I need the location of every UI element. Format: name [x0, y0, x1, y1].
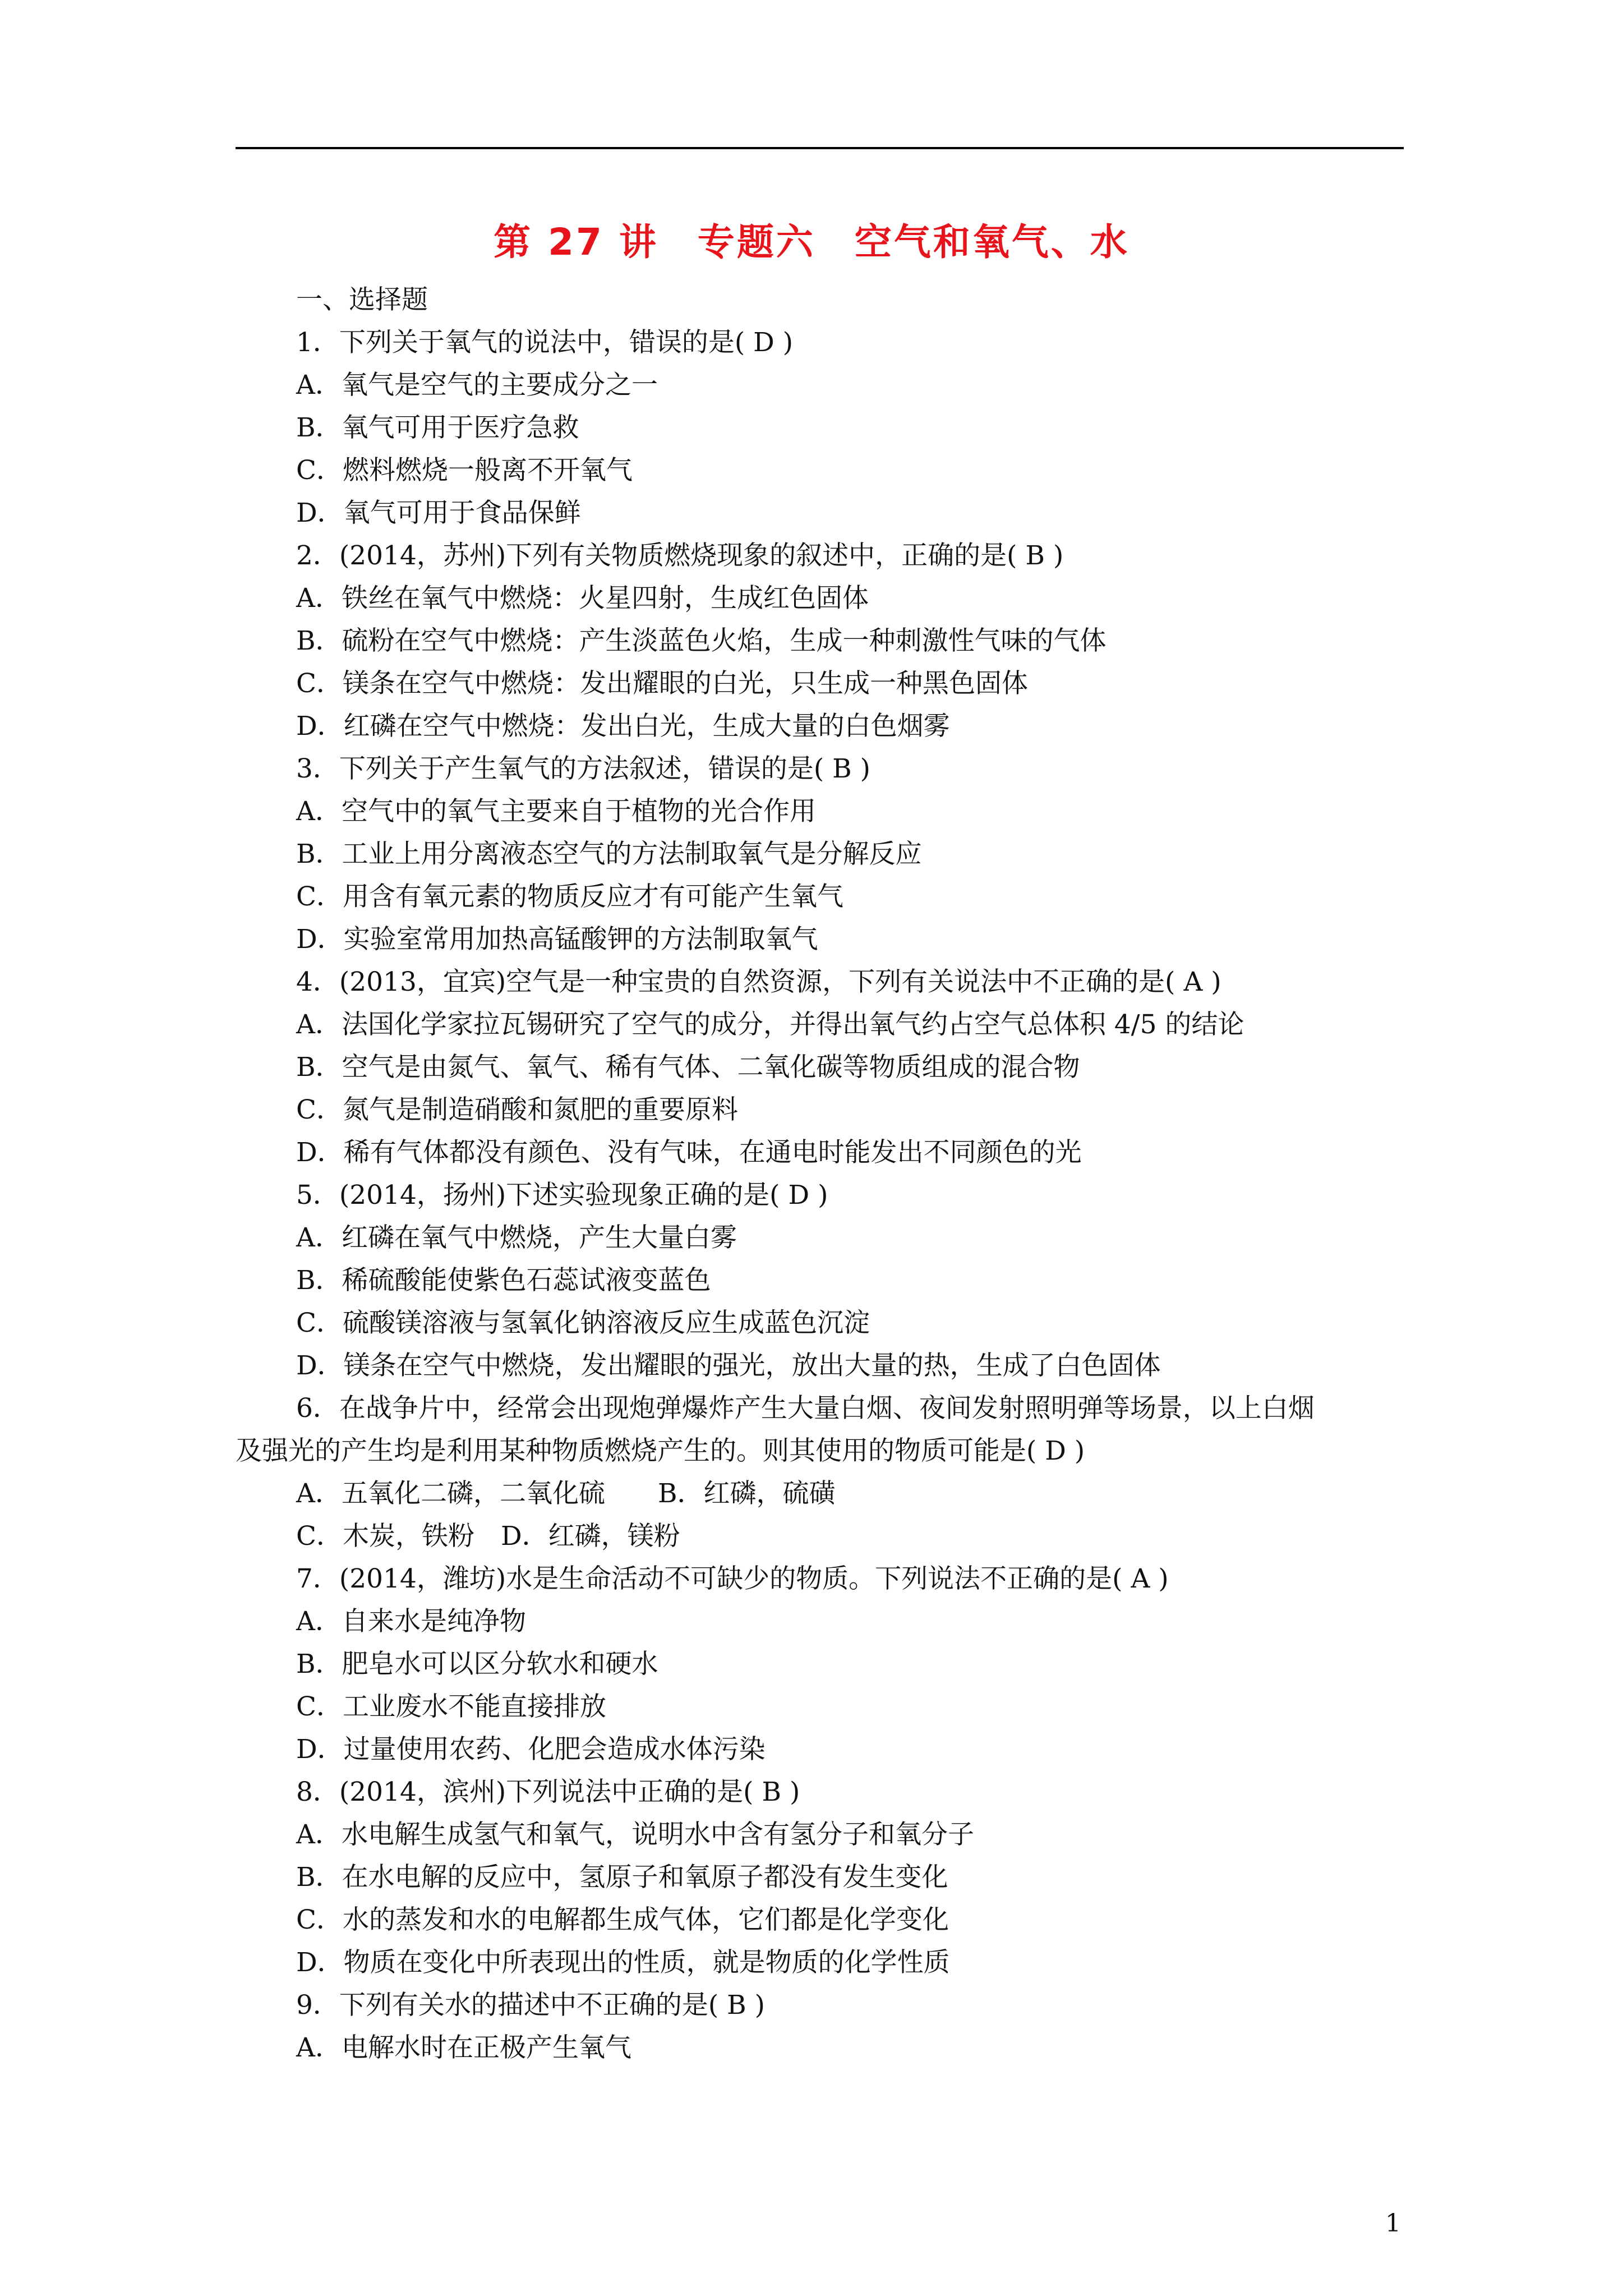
option-line: C．硫酸镁溶液与氢氧化钠溶液反应生成蓝色沉淀 [296, 1308, 870, 1338]
option-line: D．氧气可用于食品保鲜 [296, 498, 581, 528]
question-9: 9．下列有关水的描述中不正确的是( B ) [296, 1990, 765, 2021]
question-6: 6．在战争片中，经常会出现炮弹爆炸产生大量白烟、夜间发射照明弹等场景，以上白烟 [296, 1393, 1315, 1424]
option-line: A．自来水是纯净物 [296, 1606, 526, 1637]
option-line: B．硫粉在空气中燃烧：产生淡蓝色火焰，生成一种刺激性气味的气体 [296, 625, 1106, 656]
option-line: D．稀有气体都没有颜色、没有气味，在通电时能发出不同颜色的光 [296, 1137, 1082, 1168]
question-7: 7．(2014，潍坊)水是生命活动不可缺少的物质。下列说法不正确的是( A ) [296, 1563, 1169, 1594]
option-line: A．空气中的氧气主要来自于植物的光合作用 [296, 796, 816, 827]
option-line: A．五氧化二磷，二氧化硫 B．红磷，硫磺 [296, 1478, 836, 1509]
question-8: 8．(2014，滨州)下列说法中正确的是( B ) [296, 1777, 800, 1807]
question-4: 4．(2013，宜宾)空气是一种宝贵的自然资源，下列有关说法中不正确的是( A ) [296, 967, 1221, 997]
page-number: 1 [1385, 2209, 1401, 2238]
option-line: C．水的蒸发和水的电解都生成气体，它们都是化学变化 [296, 1904, 949, 1935]
option-line: A．法国化学家拉瓦锡研究了空气的成分，并得出氧气约占空气总体积 4/5 的结论 [296, 1009, 1244, 1040]
section-heading: 一、选择题 [296, 284, 428, 315]
option-line: D．实验室常用加热高锰酸钾的方法制取氧气 [296, 924, 818, 955]
page-title: 第 27 讲 专题六 空气和氧气、水 [494, 220, 1129, 264]
question-6-continued: 及强光的产生均是利用某种物质燃烧产生的。则其使用的物质可能是( D ) [236, 1435, 1085, 1466]
option-line: B．空气是由氮气、氧气、稀有气体、二氧化碳等物质组成的混合物 [296, 1052, 1080, 1083]
option-line: A．水电解生成氢气和氧气，说明水中含有氢分子和氧分子 [296, 1819, 974, 1850]
option-line: B．肥皂水可以区分软水和硬水 [296, 1649, 658, 1680]
option-line: C．氮气是制造硝酸和氮肥的重要原料 [296, 1094, 738, 1125]
option-line: C．镁条在空气中燃烧：发出耀眼的白光，只生成一种黑色固体 [296, 668, 1028, 699]
option-line: A．铁丝在氧气中燃烧：火星四射，生成红色固体 [296, 583, 869, 614]
question-5: 5．(2014，扬州)下述实验现象正确的是( D ) [296, 1180, 828, 1211]
option-line: D．物质在变化中所表现出的性质，就是物质的化学性质 [296, 1947, 950, 1978]
option-line: D．镁条在空气中燃烧，发出耀眼的强光，放出大量的热，生成了白色固体 [296, 1350, 1161, 1381]
option-line: D．红磷在空气中燃烧：发出白光，生成大量的白色烟雾 [296, 711, 950, 742]
option-line: B．工业上用分离液态空气的方法制取氧气是分解反应 [296, 839, 922, 869]
option-line: A．电解水时在正极产生氧气 [296, 2032, 631, 2063]
option-line: C．燃料燃烧一般离不开氧气 [296, 455, 633, 486]
option-line: C．工业废水不能直接排放 [296, 1691, 606, 1722]
question-3: 3．下列关于产生氧气的方法叙述，错误的是( B ) [296, 753, 870, 784]
option-line: C．木炭，铁粉 D．红磷，镁粉 [296, 1521, 680, 1552]
option-line: B．氧气可用于医疗急救 [296, 412, 579, 443]
option-line: A．氧气是空气的主要成分之一 [296, 370, 658, 401]
option-line: C．用含有氧元素的物质反应才有可能产生氧气 [296, 881, 843, 912]
option-line: B．在水电解的反应中，氢原子和氧原子都没有发生变化 [296, 1862, 948, 1893]
header-rule [236, 147, 1404, 149]
option-line: A．红磷在氧气中燃烧，产生大量白雾 [296, 1222, 737, 1253]
question-2: 2．(2014，苏州)下列有关物质燃烧现象的叙述中，正确的是( B ) [296, 540, 1064, 571]
question-1: 1．下列关于氧气的说法中，错误的是( D ) [296, 327, 794, 358]
option-line: B．稀硫酸能使紫色石蕊试液变蓝色 [296, 1265, 711, 1296]
option-line: D．过量使用农药、化肥会造成水体污染 [296, 1734, 766, 1765]
